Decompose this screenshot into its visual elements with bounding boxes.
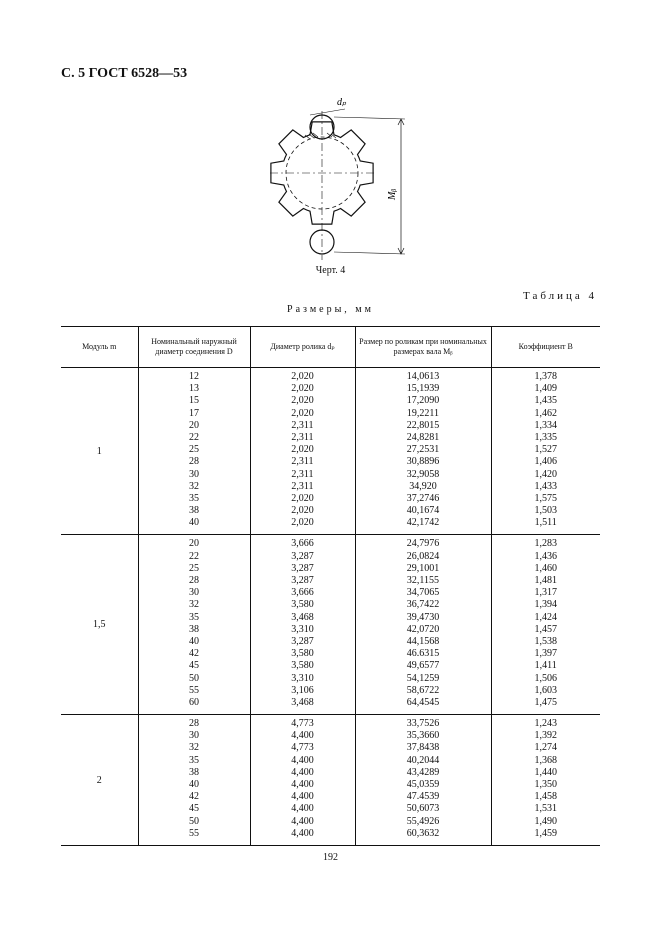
table-value: 28 [189,456,199,468]
table-value: 42,1742 [406,517,440,529]
table-value: 40 [189,779,199,790]
table-value: 4,400 [291,791,314,803]
table-value: 55,4926 [406,815,440,827]
table-value: 40 [189,635,199,647]
table-value: 17 [189,407,199,419]
table-value: 22,8015 [406,419,440,431]
table-value: 1,368 [534,754,557,766]
table-value: 45 [189,660,199,672]
table-value: 28 [189,718,199,730]
table-value: 1,435 [534,395,557,407]
table-value: 30 [189,587,199,599]
table-value: 2,020 [291,505,314,517]
table-value: 39,4730 [406,611,440,623]
table-value: 1,420 [534,468,557,480]
table-value: 40,2044 [406,754,440,766]
table-value: 17,2090 [406,395,440,407]
table-value: 4,400 [291,754,314,766]
table-value: 1,440 [534,766,557,778]
table-value: 25 [189,444,199,456]
table-value: 46.6315 [406,648,440,660]
table-value: 2,311 [291,431,314,443]
table-value: 58,6722 [406,684,440,696]
table-group [61,715,600,846]
table-value: 4,400 [291,815,314,827]
col-module: Модуль m [61,327,138,368]
table-value: 1,459 [534,827,557,839]
table-value: 64,4545 [406,696,440,708]
column-B-cell [491,715,600,846]
table-value: 2,311 [291,419,314,431]
table-value: 1,531 [534,803,557,815]
table-value: 50 [189,815,199,827]
column-M-cell [355,535,491,715]
table-value: 40 [189,517,199,529]
table-value: 3,310 [291,672,314,684]
table-value: 50,6073 [406,803,440,815]
col-roller: Диаметр ролика dₚ [250,327,355,368]
table-value: 15,1939 [406,383,440,395]
table-value: 27,2531 [406,444,440,456]
table-value: 3,287 [291,635,314,647]
table-value: 15 [189,395,199,407]
table-value: 2,020 [291,395,314,407]
table-value: 1,511 [534,517,557,529]
table-value: 20 [189,419,199,431]
table-value: 26,0824 [406,550,440,562]
table-value: 3,580 [291,599,314,611]
table-value: 2,020 [291,444,314,456]
column-dp-cell [250,535,355,715]
table-value: 1,243 [534,718,557,730]
table-value: 4,773 [291,718,314,730]
table-value: 1,283 [534,538,557,550]
table-value: 30 [189,730,199,742]
table-value: 30 [189,468,199,480]
table-value: 2,020 [291,383,314,395]
table-value: 4,400 [291,827,314,839]
table-value: 3,287 [291,575,314,586]
table-value: 1,481 [534,575,557,586]
column-M-cell [355,715,491,846]
table-value: 32 [189,480,199,492]
table-value: 1,503 [534,505,557,517]
table-value: 43,4289 [406,766,440,778]
table-value: 33,7526 [406,718,440,730]
table-value: 32,9058 [406,468,440,480]
table-value: 47.4539 [406,791,440,803]
table-value: 55 [189,827,199,839]
table-value: 1,603 [534,684,557,696]
table-value: 50 [189,672,199,684]
table-value: 1,506 [534,672,557,684]
table-value: 42 [189,648,199,660]
table-value: 4,400 [291,766,314,778]
table-value: 1,392 [534,730,557,742]
table-value: 1,394 [534,599,557,611]
table-value: 32 [189,742,199,754]
table-value: 3,287 [291,550,314,562]
table-value: 20 [189,538,199,550]
table-value: 35 [189,611,199,623]
module-cell: 2 [61,715,138,846]
table-value: 1,274 [534,742,557,754]
table-value: 2,020 [291,517,314,529]
table-value: 34,920 [409,480,437,492]
table-value: 1,409 [534,383,557,395]
table-value: 25 [189,562,199,574]
mb-label: Mᵦ [387,188,398,200]
table-value: 35,3660 [406,730,440,742]
table-value: 1,457 [534,623,557,635]
table-value: 38 [189,766,199,778]
table-value: 1,406 [534,456,557,468]
table-value: 30,8896 [406,456,440,468]
table-number: Таблица 4 [523,290,598,302]
table-value: 1,350 [534,779,557,790]
table-value: 2,020 [291,492,314,504]
table-value: 14,0613 [406,371,440,382]
column-D-cell [138,715,250,846]
table-value: 19,2211 [406,407,440,419]
table-value: 38 [189,505,199,517]
table-value: 55 [189,684,199,696]
table-value: 34,7065 [406,587,440,599]
table-value: 1,317 [534,587,557,599]
table-group [61,368,600,535]
table-value: 1,462 [534,407,557,419]
col-diameter: Номинальный наружный диаметр соединения D [138,327,250,368]
table-value: 60,3632 [406,827,440,839]
table-value: 35 [189,754,199,766]
table-value: 3,287 [291,562,314,574]
column-B-cell [491,535,600,715]
table-value: 1,397 [534,648,557,660]
table-value: 49,6577 [406,660,440,672]
table-header-row [61,327,600,368]
table-value: 37,8438 [406,742,440,754]
table-value: 12 [189,371,199,382]
table-value: 3,310 [291,623,314,635]
table-value: 35 [189,492,199,504]
table-value: 1,575 [534,492,557,504]
table-value: 3,666 [291,538,314,550]
table-value: 2,311 [291,480,314,492]
table-value: 1,436 [534,550,557,562]
page-number: 192 [323,852,338,863]
table-value: 24,7976 [406,538,440,550]
table-value: 22 [189,431,199,443]
table-value: 24,8281 [406,431,440,443]
table-value: 4,400 [291,803,314,815]
table-value: 4,400 [291,730,314,742]
table-value: 60 [189,696,199,708]
table-value: 3,468 [291,611,314,623]
page-header: С. 5 ГОСТ 6528—53 [61,66,188,81]
column-D-cell [138,368,250,535]
dp-label: dₚ [337,97,347,108]
figure-caption: Черт. 4 [315,265,346,276]
table-value: 1,334 [534,419,557,431]
column-M-cell [355,368,491,535]
column-B-cell [491,368,600,535]
table-value: 2,020 [291,407,314,419]
column-dp-cell [250,368,355,535]
column-dp-cell [250,715,355,846]
table-value: 4,400 [291,779,314,790]
table-value: 32 [189,599,199,611]
table-value: 2,311 [291,468,314,480]
table-value: 32,1155 [406,575,440,586]
table-value: 1,335 [534,431,557,443]
table-value: 1,424 [534,611,557,623]
table-value: 3,580 [291,648,314,660]
table-value: 54,1259 [406,672,440,684]
table-value: 4,773 [291,742,314,754]
table-value: 28 [189,575,199,586]
module-cell: 1 [61,368,138,535]
table-group [61,535,600,715]
table-value: 1,475 [534,696,557,708]
table-value: 42 [189,791,199,803]
table-value: 40,1674 [406,505,440,517]
table-value: 22 [189,550,199,562]
col-coef: Коэффициент B [491,327,600,368]
table-value: 38 [189,623,199,635]
table-value: 29,1001 [406,562,440,574]
module-cell: 1,5 [61,535,138,715]
table-value: 1,460 [534,562,557,574]
table-value: 1,490 [534,815,557,827]
table-value: 1,433 [534,480,557,492]
table-value: 3,580 [291,660,314,672]
table-value: 44,1568 [406,635,440,647]
table-value: 2,311 [291,456,314,468]
table-value: 1,458 [534,791,557,803]
table-value: 1,411 [534,660,557,672]
table-value: 3,468 [291,696,314,708]
table-value: 2,020 [291,371,314,382]
table-value: 37,2746 [406,492,440,504]
column-D-cell [138,535,250,715]
table-value: 3,106 [291,684,314,696]
table-value: 45,0359 [406,779,440,790]
table-value: 13 [189,383,199,395]
table-value: 1,538 [534,635,557,647]
col-size: Размер по роликам при номинальных размерах вала Mᵦ [355,327,491,368]
table-value: 3,666 [291,587,314,599]
spline-shaft-drawing [255,95,415,265]
rollers-table [61,326,600,846]
table-value: 45 [189,803,199,815]
table-title: Размеры, мм [287,304,374,315]
table-value: 1,527 [534,444,557,456]
table-value: 1,378 [534,371,557,382]
table-value: 42,0720 [406,623,440,635]
table-value: 36,7422 [406,599,440,611]
